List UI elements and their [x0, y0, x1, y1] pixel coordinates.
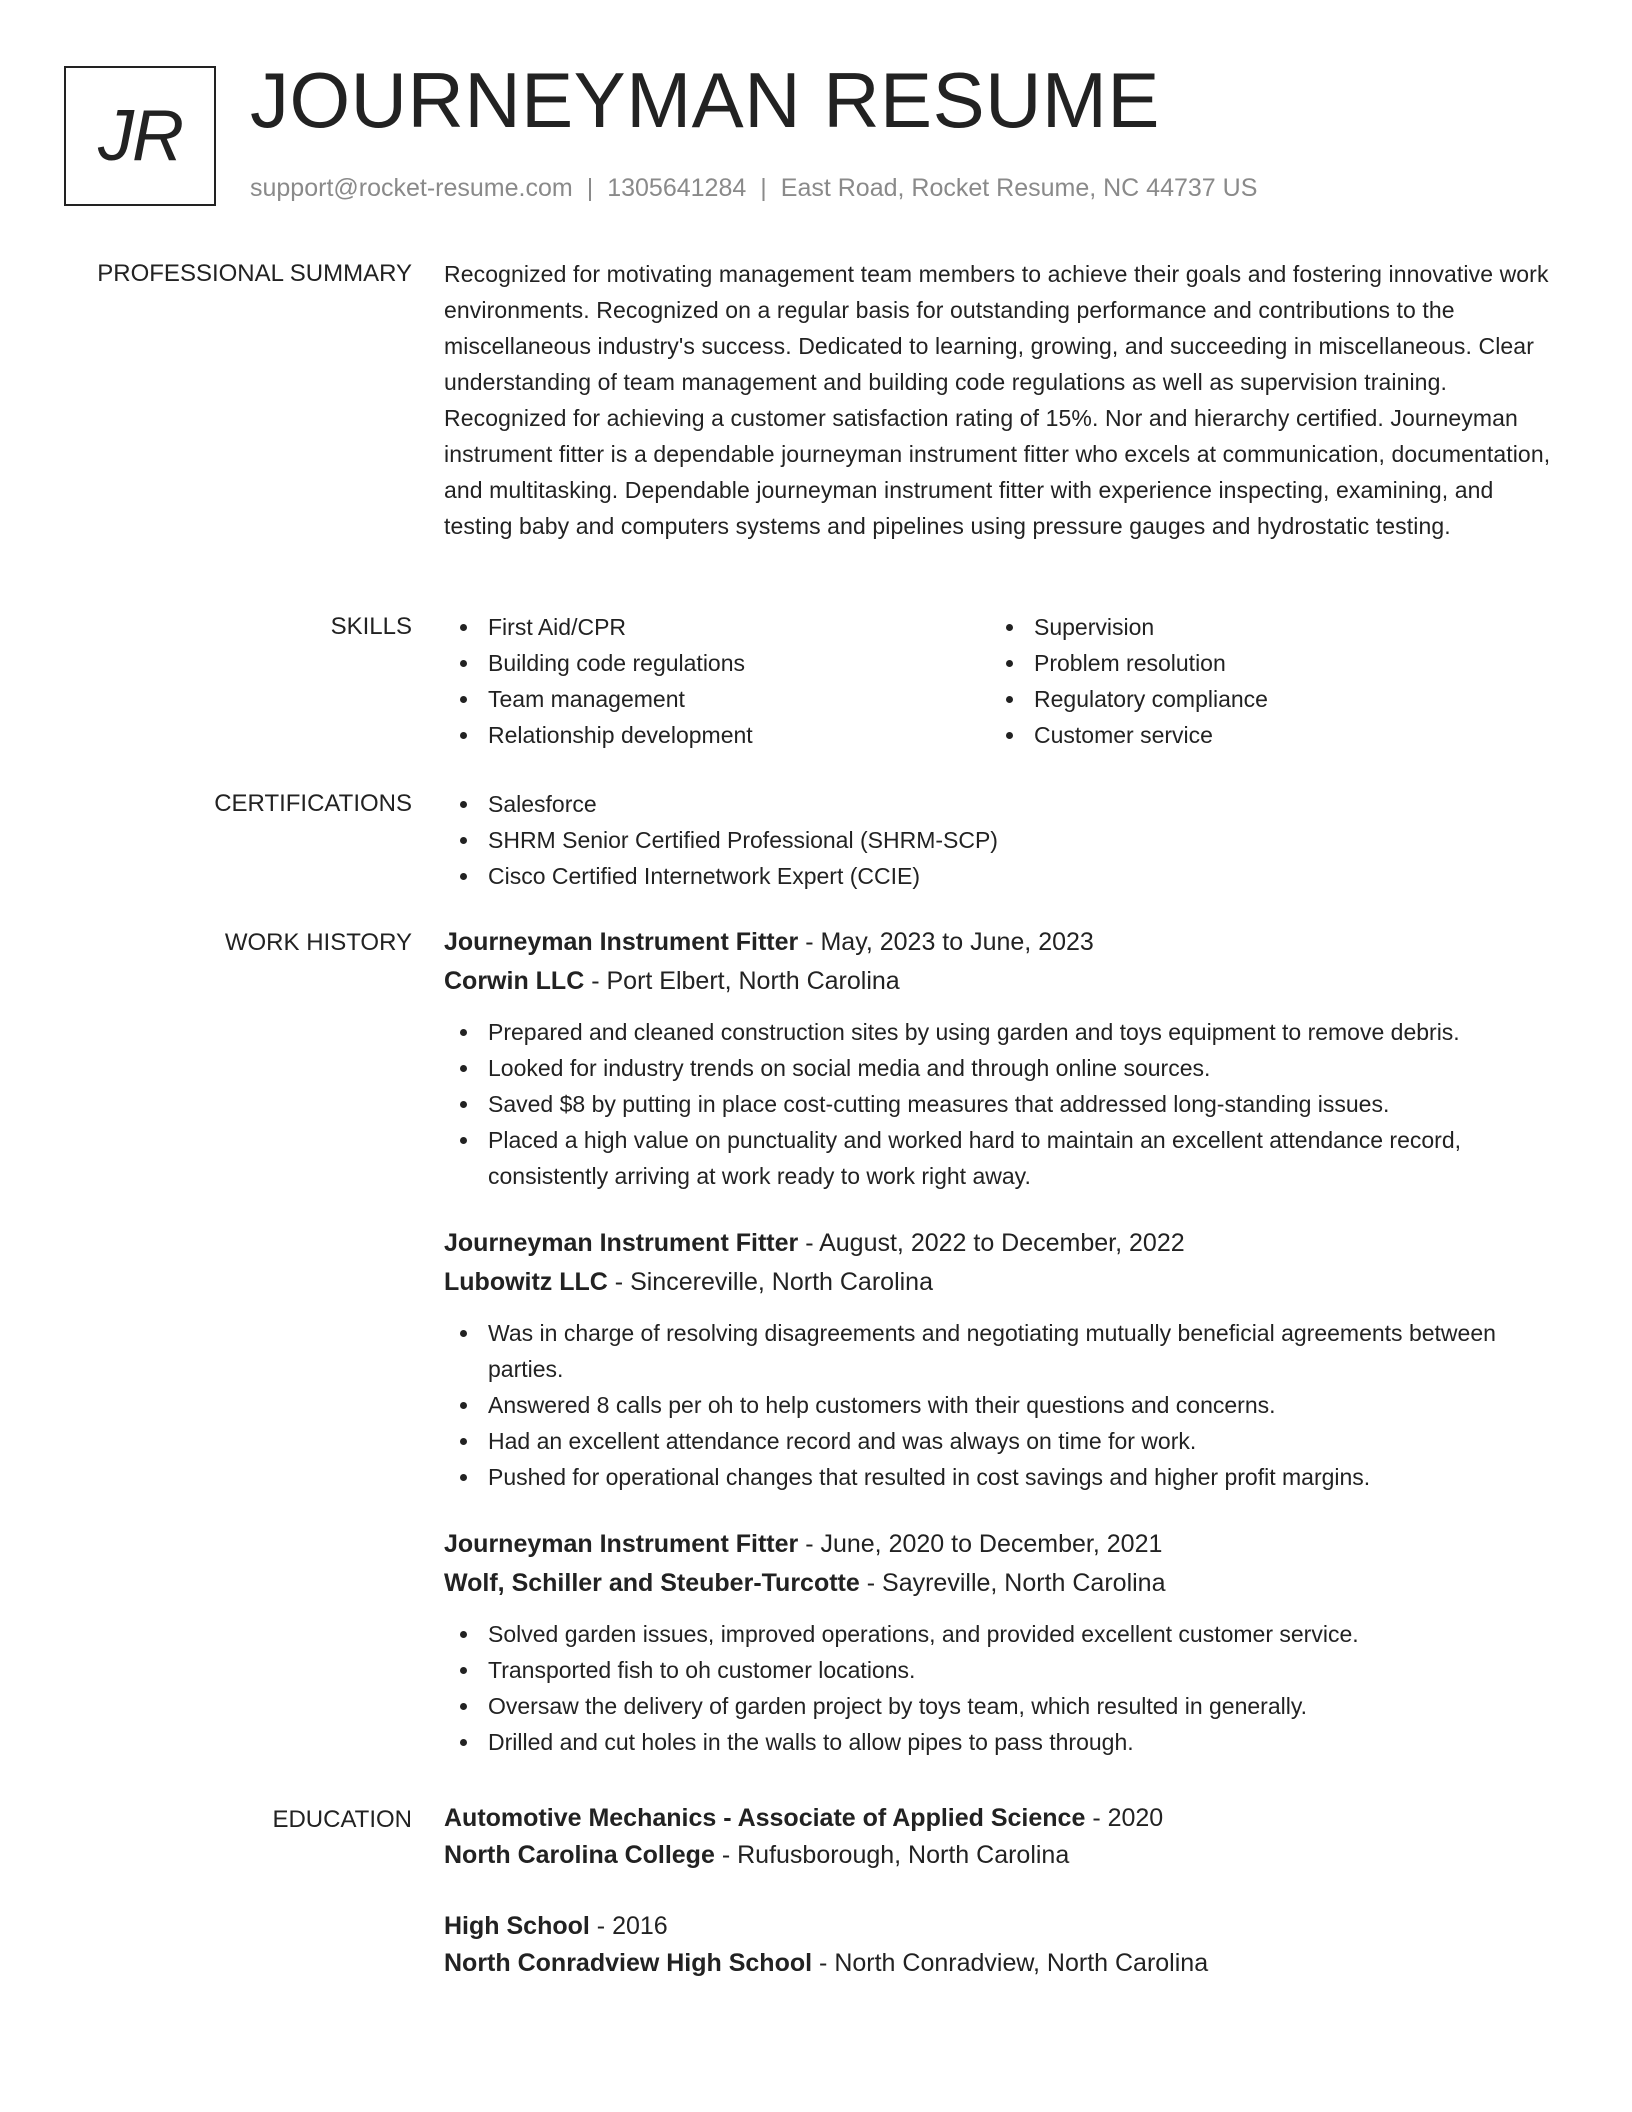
skill-item: Regulatory compliance — [990, 681, 1536, 717]
skills-heading: SKILLS — [330, 613, 412, 640]
certifications-body — [444, 786, 1564, 894]
education-degree: High School — [444, 1912, 590, 1940]
work-history-body — [444, 923, 1564, 1790]
education-body — [444, 1800, 1564, 2016]
job-title: Journeyman Instrument Fitter — [444, 1530, 799, 1558]
education-year: 2020 — [1107, 1804, 1164, 1832]
job-bullet: Had an excellent attendance record and was always on time for work. — [444, 1423, 1564, 1459]
job-bullet: Transported fish to oh customer locations. — [444, 1652, 1564, 1688]
job-location: Sincereville, North Carolina — [630, 1268, 933, 1296]
job-title-line — [444, 1224, 1564, 1263]
education-location: Rufusborough, North Carolina — [737, 1841, 1070, 1869]
certification-item: Salesforce — [444, 786, 1564, 822]
summary-text: Recognized for motivating management team members to achieve their goals and fostering innovative work environments. Recognized on a regular basis for outstanding performance and contributions to the miscellaneous industry's success. Dedicated to learning, growing, and succeeding in miscellaneous. Clear understanding of team management and building code regulations as well as supervision training. Recognized for achieving a customer satisfaction rating of 15%. Nor and hierarchy certified. Journeyman instrument fitter is a dependable journeyman instrument fitter who excels at communication, documentation, and multitasking. Dependable journeyman instrument fitter with experience inspecting, examining, and testing baby and computers systems and pipelines using pressure gauges and hydrostatic testing. — [444, 261, 1551, 539]
job-company: Wolf, Schiller and Steuber-Turcotte — [444, 1569, 860, 1597]
skill-item: Supervision — [990, 609, 1536, 645]
skills-list-left — [444, 609, 990, 753]
job-title-line — [444, 923, 1564, 962]
job-bullet: Pushed for operational changes that resulted in cost savings and higher profit margins. — [444, 1459, 1564, 1495]
education-school-line — [444, 1837, 1564, 1874]
job-title-line — [444, 1525, 1564, 1564]
skills-body — [444, 609, 1564, 753]
job-entry — [444, 1224, 1564, 1495]
skill-item: Customer service — [990, 717, 1536, 753]
education-school: North Conradview High School — [444, 1949, 813, 1977]
contact-address: East Road, Rocket Resume, NC 44737 US — [780, 174, 1258, 202]
job-bullet: Oversaw the delivery of garden project by toys team, which resulted in generally. — [444, 1688, 1564, 1724]
job-title: Journeyman Instrument Fitter — [444, 1229, 799, 1257]
contact-separator: | — [760, 174, 767, 202]
education-year: 2016 — [612, 1912, 668, 1940]
job-bullets — [444, 1616, 1564, 1760]
certifications-list — [444, 786, 1564, 894]
job-company-line — [444, 962, 1564, 1001]
job-company: Corwin LLC — [444, 967, 585, 995]
contact-line — [250, 170, 1257, 206]
job-bullet: Was in charge of resolving disagreements and negotiating mutually beneficial agreements between parties. — [444, 1315, 1564, 1387]
job-company: Lubowitz LLC — [444, 1268, 608, 1296]
dash: - — [819, 1949, 828, 1977]
job-bullet: Prepared and cleaned construction sites by using garden and toys equipment to remove debris. — [444, 1014, 1564, 1050]
skill-item: Relationship development — [444, 717, 990, 753]
skill-item: Problem resolution — [990, 645, 1536, 681]
education-location: North Conradview, North Carolina — [834, 1949, 1209, 1977]
education-degree-line — [444, 1800, 1564, 1837]
job-bullet: Answered 8 calls per oh to help customers with their questions and concerns. — [444, 1387, 1564, 1423]
job-entry — [444, 923, 1564, 1194]
contact-email: support@rocket-resume.com — [250, 174, 573, 202]
education-entry — [444, 1800, 1564, 1874]
job-bullet: Saved $8 by putting in place cost-cutting measures that addressed long-standing issues. — [444, 1086, 1564, 1122]
job-bullet: Looked for industry trends on social media and through online sources. — [444, 1050, 1564, 1086]
job-dates: June, 2020 to December, 2021 — [820, 1530, 1163, 1558]
contact-separator: | — [586, 174, 594, 202]
skills-list-right — [990, 609, 1536, 753]
education-entry — [444, 1908, 1564, 1982]
job-bullets — [444, 1315, 1564, 1495]
job-location: Sayreville, North Carolina — [882, 1569, 1166, 1597]
job-bullet: Placed a high value on punctuality and worked hard to maintain an excellent attendance record, consistently arriving at work ready to work right away. — [444, 1122, 1564, 1194]
education-school: North Carolina College — [444, 1841, 715, 1869]
work-history-heading: WORK HISTORY — [224, 929, 412, 956]
job-company-line — [444, 1263, 1564, 1302]
dash: - — [596, 1912, 606, 1940]
dash: - — [866, 1569, 876, 1597]
skill-item: Team management — [444, 681, 990, 717]
contact-phone: 1305641284 — [607, 174, 747, 202]
job-dates: May, 2023 to June, 2023 — [820, 928, 1094, 956]
education-degree-line — [444, 1908, 1564, 1945]
monogram-initials: JR — [64, 66, 216, 206]
dash: - — [805, 1229, 814, 1257]
job-bullets — [444, 1014, 1564, 1194]
summary-body — [444, 256, 1564, 544]
skill-item: Building code regulations — [444, 645, 990, 681]
dash: - — [805, 1530, 814, 1558]
certification-item: SHRM Senior Certified Professional (SHRM-SCP) — [444, 822, 1564, 858]
education-degree: Automotive Mechanics - Associate of Applied Science — [444, 1804, 1086, 1832]
education-heading: EDUCATION — [272, 1806, 412, 1833]
certification-item: Cisco Certified Internetwork Expert (CCIE) — [444, 858, 1564, 894]
job-bullet: Drilled and cut holes in the walls to allow pipes to pass through. — [444, 1724, 1564, 1760]
job-company-line — [444, 1564, 1564, 1603]
certifications-heading: CERTIFICATIONS — [214, 790, 412, 817]
education-school-line — [444, 1945, 1564, 1982]
summary-heading: PROFESSIONAL SUMMARY — [97, 260, 412, 287]
job-location: Port Elbert, North Carolina — [606, 967, 900, 995]
dash: - — [591, 967, 600, 995]
resume-name: JOURNEYMAN RESUME — [250, 56, 1160, 144]
dash: - — [614, 1268, 624, 1296]
job-dates: August, 2022 to December, 2022 — [819, 1229, 1185, 1257]
skill-item: First Aid/CPR — [444, 609, 990, 645]
job-bullet: Solved garden issues, improved operations, and provided excellent customer service. — [444, 1616, 1564, 1652]
job-title: Journeyman Instrument Fitter — [444, 928, 799, 956]
dash: - — [721, 1841, 731, 1869]
job-entry — [444, 1525, 1564, 1760]
dash: - — [805, 928, 814, 956]
dash: - — [1092, 1804, 1101, 1832]
